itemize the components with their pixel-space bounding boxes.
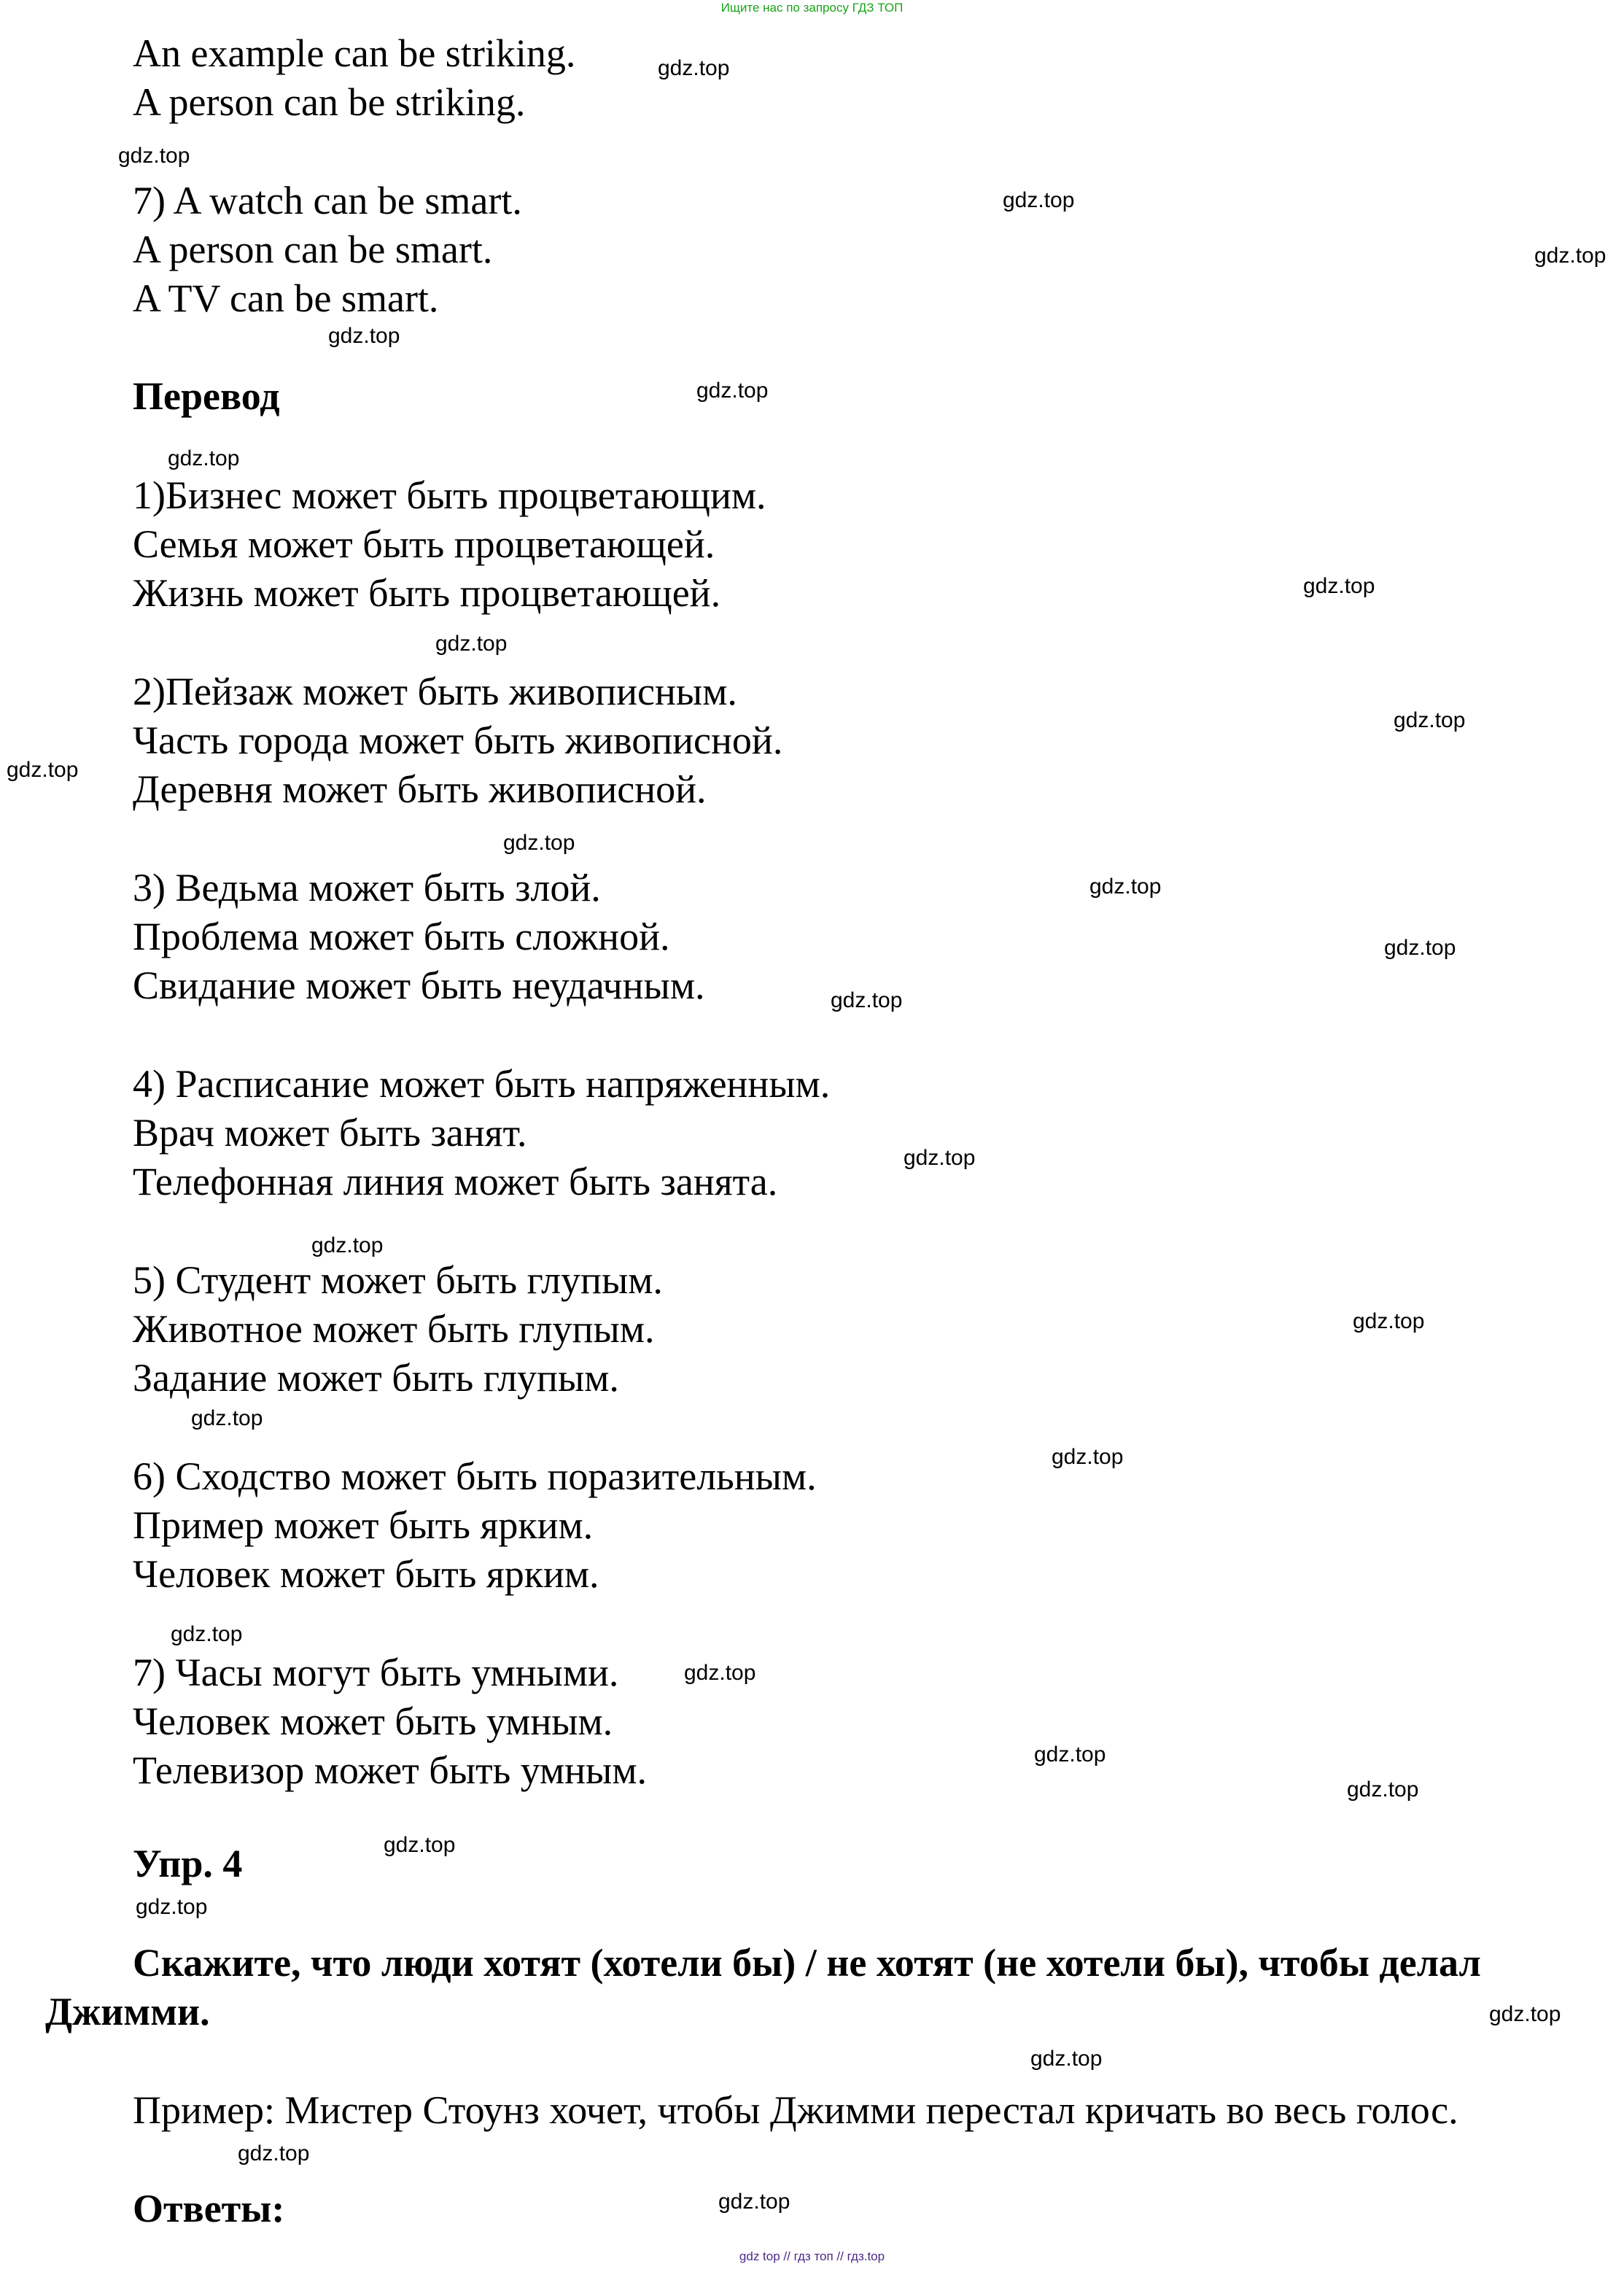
exercise-task: Скажите, что люди хотят (хотели бы) / не хотят (не хотели бы), чтобы делал — [133, 1941, 1481, 1985]
watermark: gdz.top — [136, 1895, 208, 1919]
watermark: gdz.top — [904, 1146, 976, 1170]
translation-line: Человек может быть ярким. — [133, 1552, 599, 1596]
watermark: gdz.top — [1384, 936, 1456, 960]
watermark: gdz.top — [384, 1833, 456, 1857]
translation-line: Животное может быть глупым. — [133, 1307, 655, 1351]
watermark: gdz.top — [191, 1406, 263, 1430]
watermark: gdz.top — [684, 1661, 756, 1685]
translation-line: 3) Ведьма может быть злой. — [133, 866, 601, 910]
exercise-heading: Упр. 4 — [133, 1842, 243, 1885]
watermark: gdz.top — [1034, 1742, 1106, 1767]
site-banner: Ищите нас по запросу ГДЗ ТОП — [720, 1, 904, 15]
english-line: A person can be striking. — [133, 80, 526, 124]
watermark: gdz.top — [168, 446, 240, 470]
english-line: A TV can be smart. — [133, 276, 439, 320]
translation-line: 1)Бизнес может быть процветающим. — [133, 473, 766, 517]
watermark: gdz.top — [658, 56, 730, 80]
watermark: gdz.top — [718, 2190, 790, 2214]
exercise-example: Пример: Мистер Стоунз хочет, чтобы Джимми перестал кричать во весь голос. — [133, 2088, 1458, 2132]
translation-line: Жизнь может быть процветающей. — [133, 571, 721, 615]
watermark: gdz.top — [171, 1622, 243, 1646]
watermark: gdz.top — [1052, 1445, 1124, 1469]
watermark: gdz.top — [1394, 708, 1466, 732]
watermark: gdz.top — [696, 379, 769, 403]
watermark: gdz.top — [7, 758, 79, 782]
watermark: gdz.top — [118, 144, 190, 168]
translation-line: 4) Расписание может быть напряженным. — [133, 1062, 831, 1106]
watermark: gdz.top — [238, 2141, 310, 2166]
exercise-task: Джимми. — [45, 1990, 210, 2033]
watermark: gdz.top — [1534, 244, 1606, 268]
watermark: gdz.top — [1353, 1309, 1425, 1333]
watermark: gdz.top — [435, 632, 508, 656]
footer-links: gdz top // гдз топ // гдз.top — [739, 2249, 885, 2263]
translation-line: Свидание может быть неудачным. — [133, 964, 705, 1007]
watermark: gdz.top — [1089, 875, 1162, 899]
translation-line: Пример может быть ярким. — [133, 1503, 594, 1547]
watermark: gdz.top — [311, 1233, 384, 1257]
translation-line: Часть города может быть живописной. — [133, 718, 783, 762]
translation-line: Телевизор может быть умным. — [133, 1748, 648, 1792]
answers-heading: Ответы: — [133, 2187, 285, 2230]
watermark: gdz.top — [328, 324, 400, 348]
translation-line: Человек может быть умным. — [133, 1699, 613, 1743]
english-line: An example can be striking. — [133, 31, 576, 75]
translation-line: Проблема может быть сложной. — [133, 915, 670, 958]
watermark: gdz.top — [1003, 188, 1075, 212]
translation-line: Деревня может быть живописной. — [133, 767, 707, 811]
watermark: gdz.top — [1303, 574, 1375, 598]
watermark: gdz.top — [1030, 2047, 1103, 2071]
translation-heading: Перевод — [133, 374, 280, 418]
translation-line: Врач может быть занят. — [133, 1111, 527, 1155]
english-line: A person can be smart. — [133, 228, 493, 271]
translation-line: 7) Часы могут быть умными. — [133, 1651, 619, 1694]
watermark: gdz.top — [503, 831, 575, 855]
translation-line: Семья может быть процветающей. — [133, 522, 715, 566]
watermark: gdz.top — [1347, 1777, 1419, 1802]
translation-line: 5) Студент может быть глупым. — [133, 1258, 663, 1302]
translation-line: 6) Сходство может быть поразительным. — [133, 1454, 817, 1498]
translation-line: Телефонная линия может быть занята. — [133, 1160, 778, 1203]
watermark: gdz.top — [1489, 2002, 1561, 2026]
translation-line: Задание может быть глупым. — [133, 1356, 619, 1400]
translation-line: 2)Пейзаж может быть живописным. — [133, 670, 737, 713]
watermark: gdz.top — [831, 988, 903, 1012]
english-line: 7) A watch can be smart. — [133, 179, 522, 222]
